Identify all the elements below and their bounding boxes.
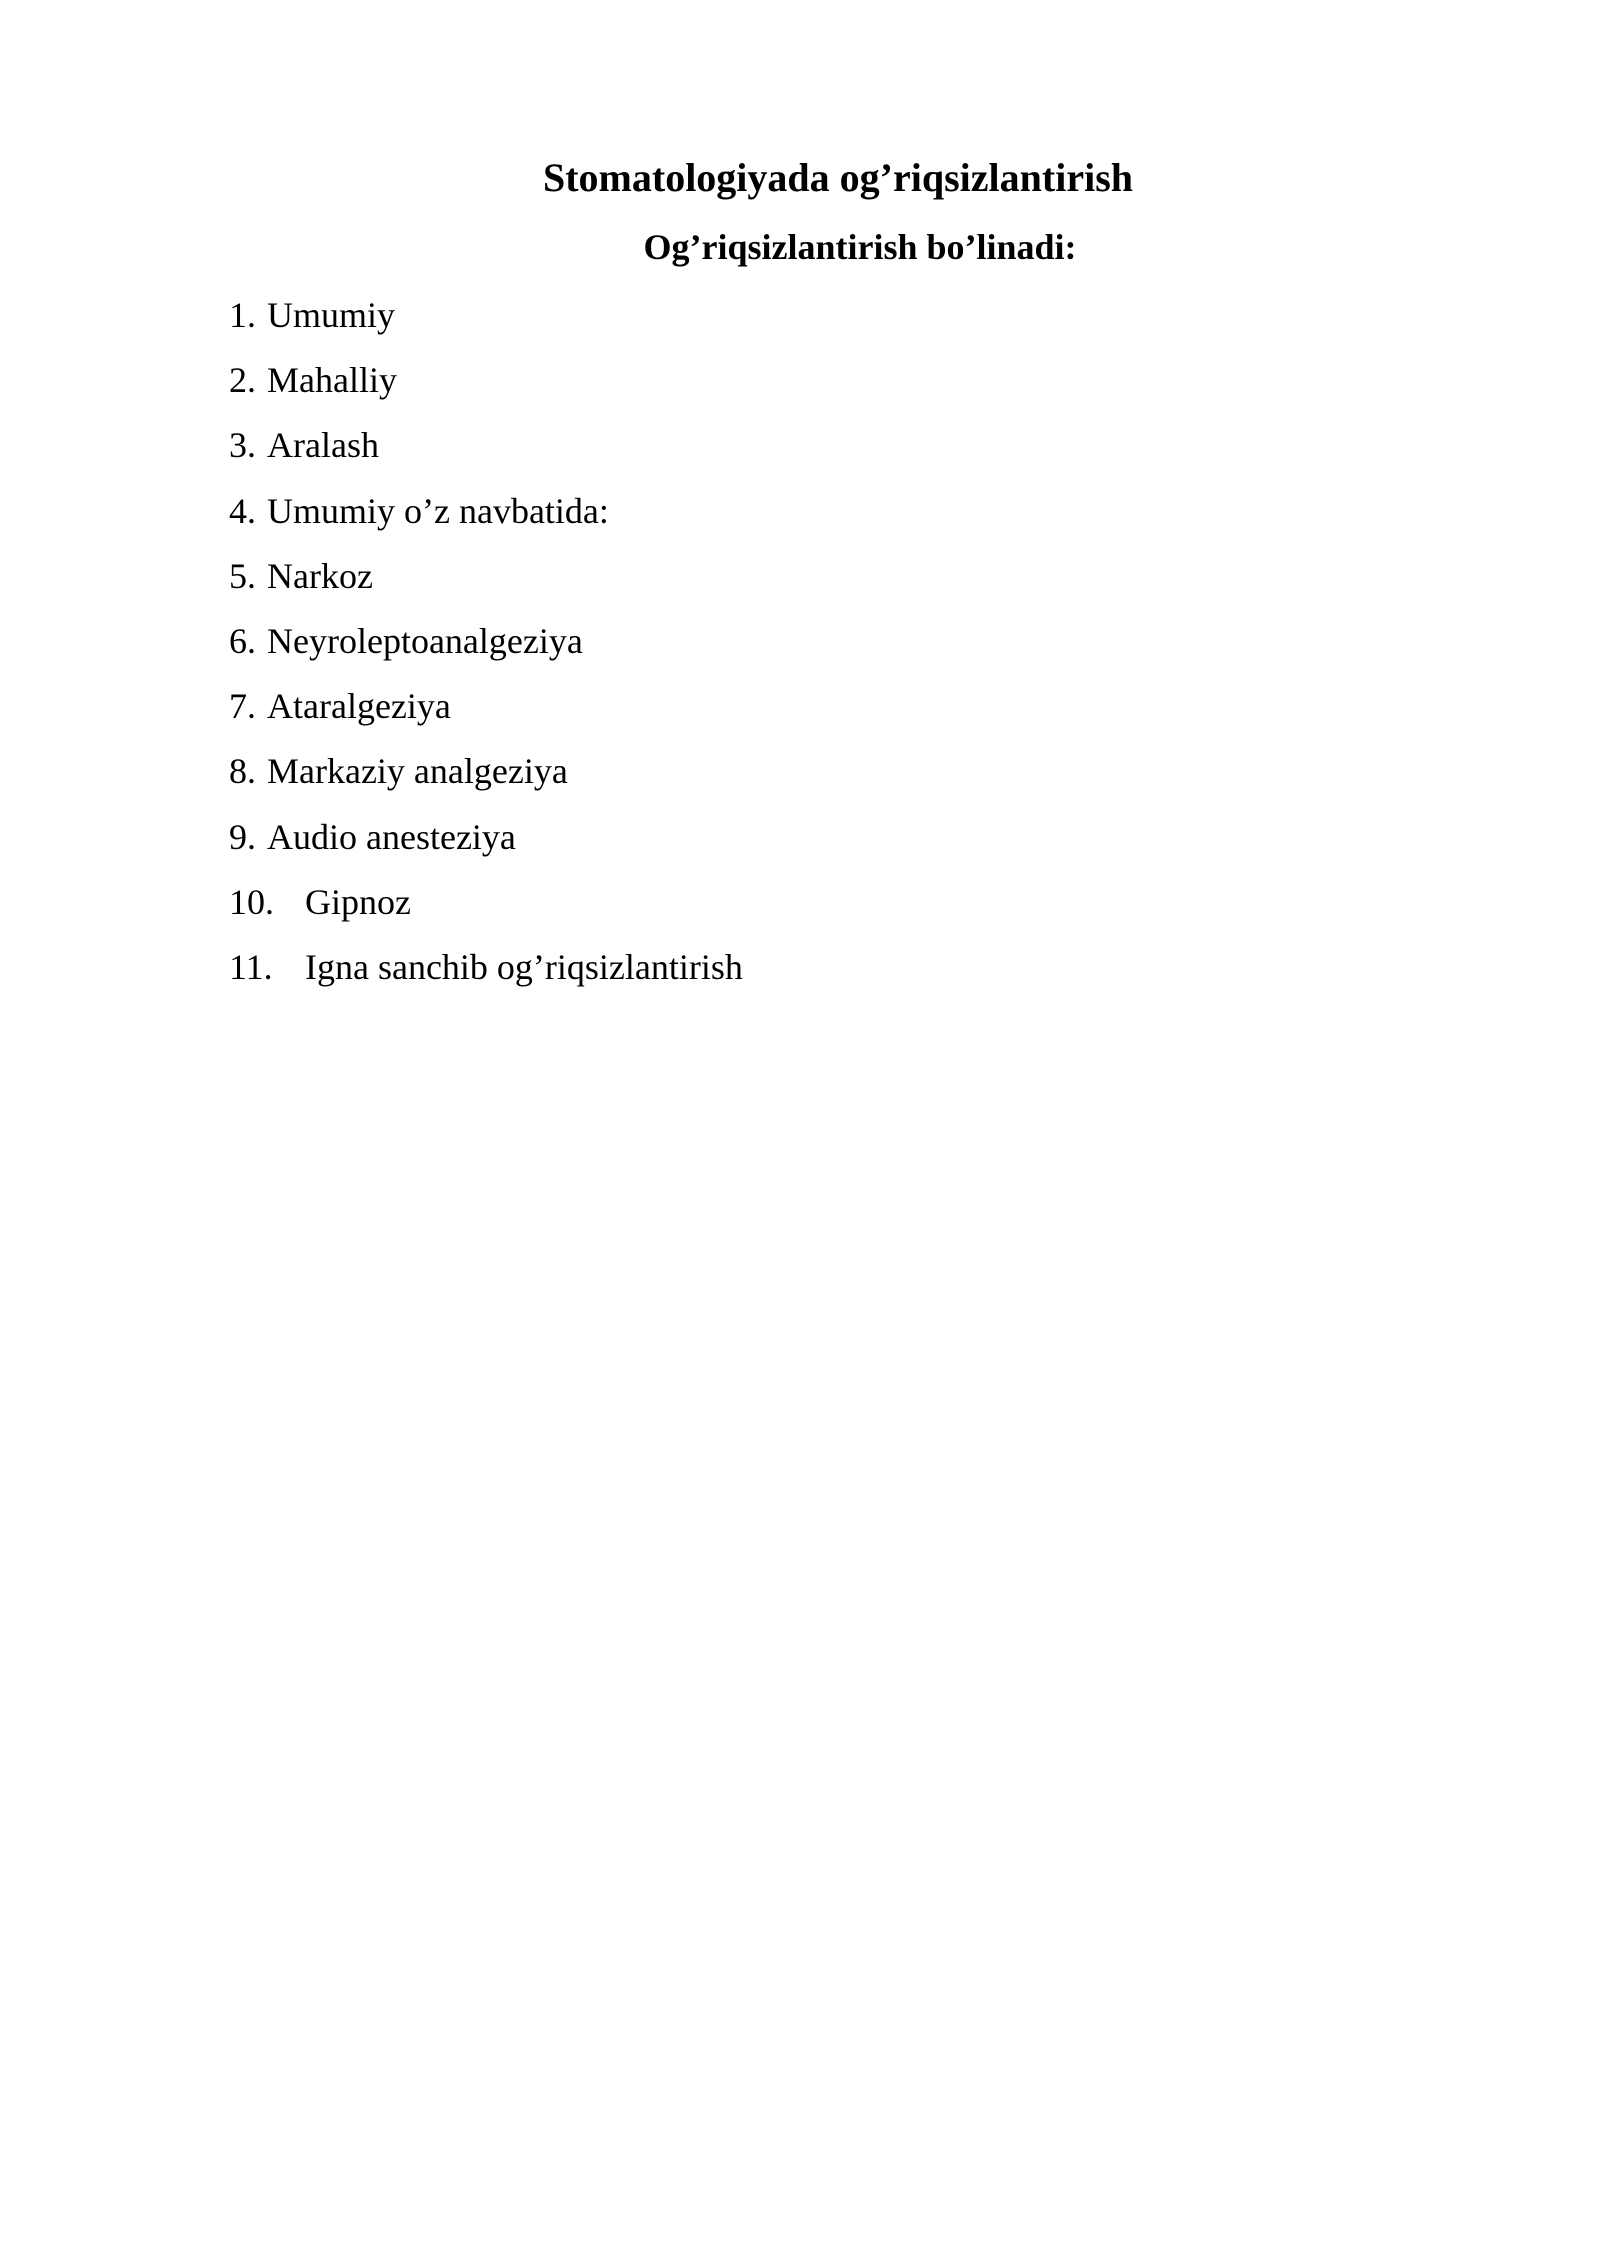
list-item-9 xyxy=(229,812,743,877)
list-item-text: Mahalliy xyxy=(267,360,397,401)
list-item-text: Igna sanchib og’riqsizlantirish xyxy=(305,946,743,987)
list-item-number: 10. xyxy=(229,881,274,922)
list-item-number: 6. xyxy=(229,620,256,661)
list-item-2 xyxy=(229,355,743,420)
list-item-number: 9. xyxy=(229,816,256,857)
list-item-11 xyxy=(229,942,743,1007)
list-item-1 xyxy=(229,290,743,355)
list-item-number: 2. xyxy=(229,360,256,401)
list-item-4 xyxy=(229,486,743,551)
list-item-7 xyxy=(229,681,743,746)
list-item-6 xyxy=(229,616,743,681)
list-item-number: 7. xyxy=(229,686,256,727)
list-item-text: Umumiy xyxy=(267,295,396,335)
classification-list xyxy=(229,290,743,1007)
list-item-text: Neyroleptoanalgeziya xyxy=(267,620,583,661)
list-item-text: Ataralgeziya xyxy=(267,686,451,727)
list-item-3 xyxy=(229,420,743,485)
list-item-number: 5. xyxy=(229,555,256,596)
page-subtitle: Og’riqsizlantirish bo’linadi: xyxy=(643,227,1077,267)
list-item-text: Audio anesteziya xyxy=(267,816,516,857)
list-item-number: 4. xyxy=(229,490,256,531)
list-item-number: 11. xyxy=(229,946,273,987)
list-item-10 xyxy=(229,877,743,942)
list-item-text: Narkoz xyxy=(267,555,373,596)
list-item-text: Markaziy analgeziya xyxy=(267,751,568,792)
list-item-text: Aralash xyxy=(267,425,379,466)
list-item-5 xyxy=(229,551,743,616)
list-item-number: 3. xyxy=(229,425,256,466)
list-item-text: Gipnoz xyxy=(305,881,411,922)
list-item-8 xyxy=(229,746,743,811)
list-item-number: 8. xyxy=(229,751,256,792)
list-item-number: 1. xyxy=(229,295,256,335)
page-title: Stomatologiyada og’riqsizlantirish xyxy=(542,155,1134,200)
list-item-text: Umumiy o’z navbatida: xyxy=(267,490,609,531)
